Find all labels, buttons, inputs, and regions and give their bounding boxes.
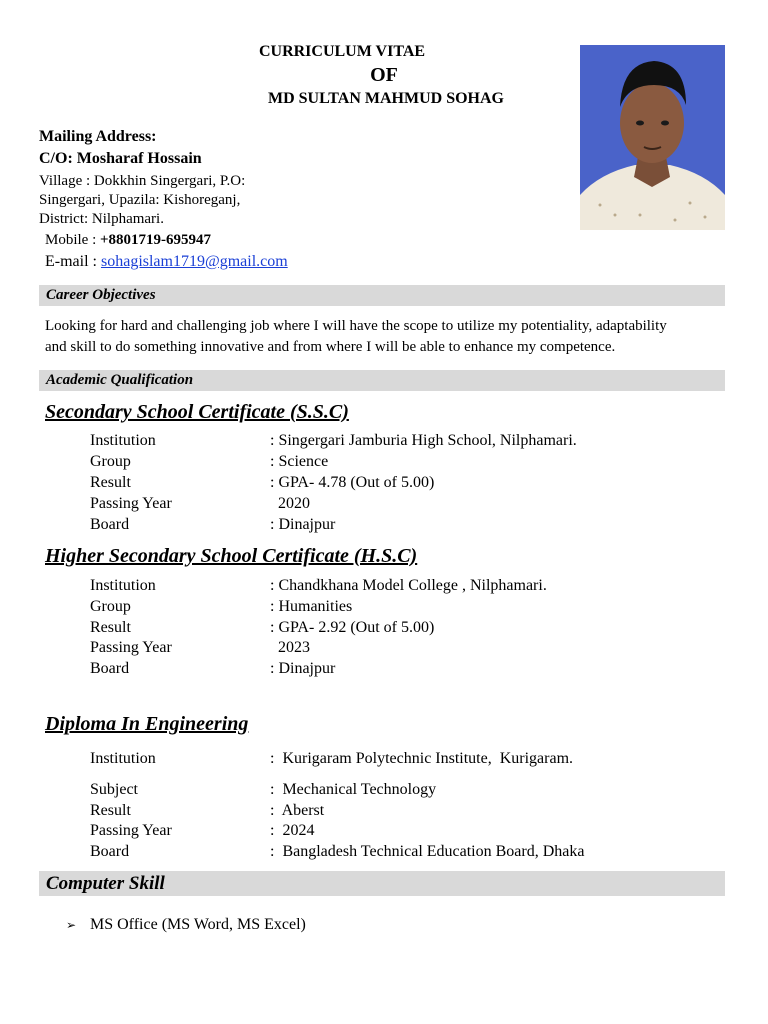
- ssc-result-label: Result: [90, 474, 131, 491]
- ssc-group-value: : Science: [270, 453, 329, 470]
- candidate-name: MD SULTAN MAHMUD SOHAG: [267, 90, 504, 107]
- hsc-board-label: Board: [90, 660, 130, 677]
- diploma-result-value: : Aberst: [270, 802, 325, 819]
- mailing-address-label: Mailing Address:: [39, 128, 157, 145]
- diploma-result-label: Result: [90, 802, 131, 819]
- hsc-result-label: Result: [90, 619, 131, 636]
- hsc-result-value: : GPA- 2.92 (Out of 5.00): [270, 619, 435, 636]
- diploma-subject-value: : Mechanical Technology: [270, 781, 437, 798]
- career-line-1: Looking for hard and challenging job where I will have the scope to utilize my potentiality, adaptability: [45, 318, 667, 334]
- career-line-2: and skill to do something innovative and from where I will be able to enhance my competence.: [45, 338, 616, 355]
- hsc-title: Higher Secondary School Certificate (H.S.C): [45, 545, 418, 567]
- ssc-title: Secondary School Certificate (S.S.C): [45, 401, 349, 423]
- mobile-row: [45, 232, 211, 249]
- hsc-group-value: : Humanities: [270, 598, 353, 615]
- email-link[interactable]: sohagislam1719@gmail.com: [100, 253, 288, 270]
- person-portrait-icon: [580, 45, 725, 230]
- mobile-value: +8801719-695947: [100, 232, 212, 248]
- profile-photo: [580, 45, 725, 230]
- diploma-subject-label: Subject: [90, 781, 138, 798]
- computer-skill-item: MS Office (MS Word, MS Excel): [90, 916, 306, 933]
- address-line-1: Village : Dokkhin Singergari, P.O:: [39, 173, 246, 189]
- ssc-institution-label: Institution: [90, 432, 156, 449]
- address-line-3: District: Nilphamari.: [39, 211, 164, 227]
- academic-qualification-heading: Academic Qualification: [46, 372, 194, 388]
- ssc-result-value: : GPA- 4.78 (Out of 5.00): [270, 474, 435, 491]
- mobile-label: Mobile :: [45, 232, 100, 248]
- diploma-passing-year-value: : 2024: [270, 822, 315, 839]
- hsc-passing-year-value: 2023: [270, 639, 310, 656]
- diploma-institution-value: : Kurigaram Polytechnic Institute, Kurigaram.: [270, 750, 574, 767]
- academic-qualification-bar: [39, 370, 725, 391]
- ssc-board-value: : Dinajpur: [270, 516, 336, 533]
- computer-skill-bar: [39, 871, 725, 896]
- diploma-board-value: : Bangladesh Technical Education Board, Dhaka: [270, 843, 585, 860]
- career-objectives-text: [45, 316, 735, 357]
- diploma-institution-label: Institution: [90, 750, 156, 767]
- hsc-institution-label: Institution: [90, 577, 156, 594]
- ssc-board-label: Board: [90, 516, 130, 533]
- address-line-2: Singergari, Upazila: Kishoreganj,: [39, 192, 241, 208]
- email-row: [45, 253, 288, 271]
- email-label: E-mail :: [45, 253, 101, 270]
- hsc-passing-year-label: Passing Year: [90, 639, 172, 656]
- hsc-board-value: : Dinajpur: [270, 660, 336, 677]
- computer-skill-heading: Computer Skill: [46, 873, 165, 894]
- ssc-group-label: Group: [90, 453, 131, 470]
- care-of: C/O: Mosharaf Hossain: [39, 150, 202, 167]
- hsc-institution-value: : Chandkhana Model College , Nilphamari.: [270, 577, 547, 594]
- career-objectives-bar: [39, 285, 725, 306]
- diploma-passing-year-label: Passing Year: [90, 822, 172, 839]
- career-objectives-heading: Career Objectives: [46, 287, 156, 303]
- arrow-bullet-icon: ➢: [66, 918, 77, 932]
- diploma-board-label: Board: [90, 843, 130, 860]
- ssc-institution-value: : Singergari Jamburia High School, Nilphamari.: [270, 432, 577, 449]
- diploma-title: Diploma In Engineering: [45, 713, 249, 735]
- hsc-group-label: Group: [90, 598, 131, 615]
- cv-title-of: OF: [370, 64, 398, 86]
- ssc-passing-year-value: 2020: [270, 495, 310, 512]
- cv-title: CURRICULUM VITAE: [258, 43, 426, 60]
- ssc-passing-year-label: Passing Year: [90, 495, 172, 512]
